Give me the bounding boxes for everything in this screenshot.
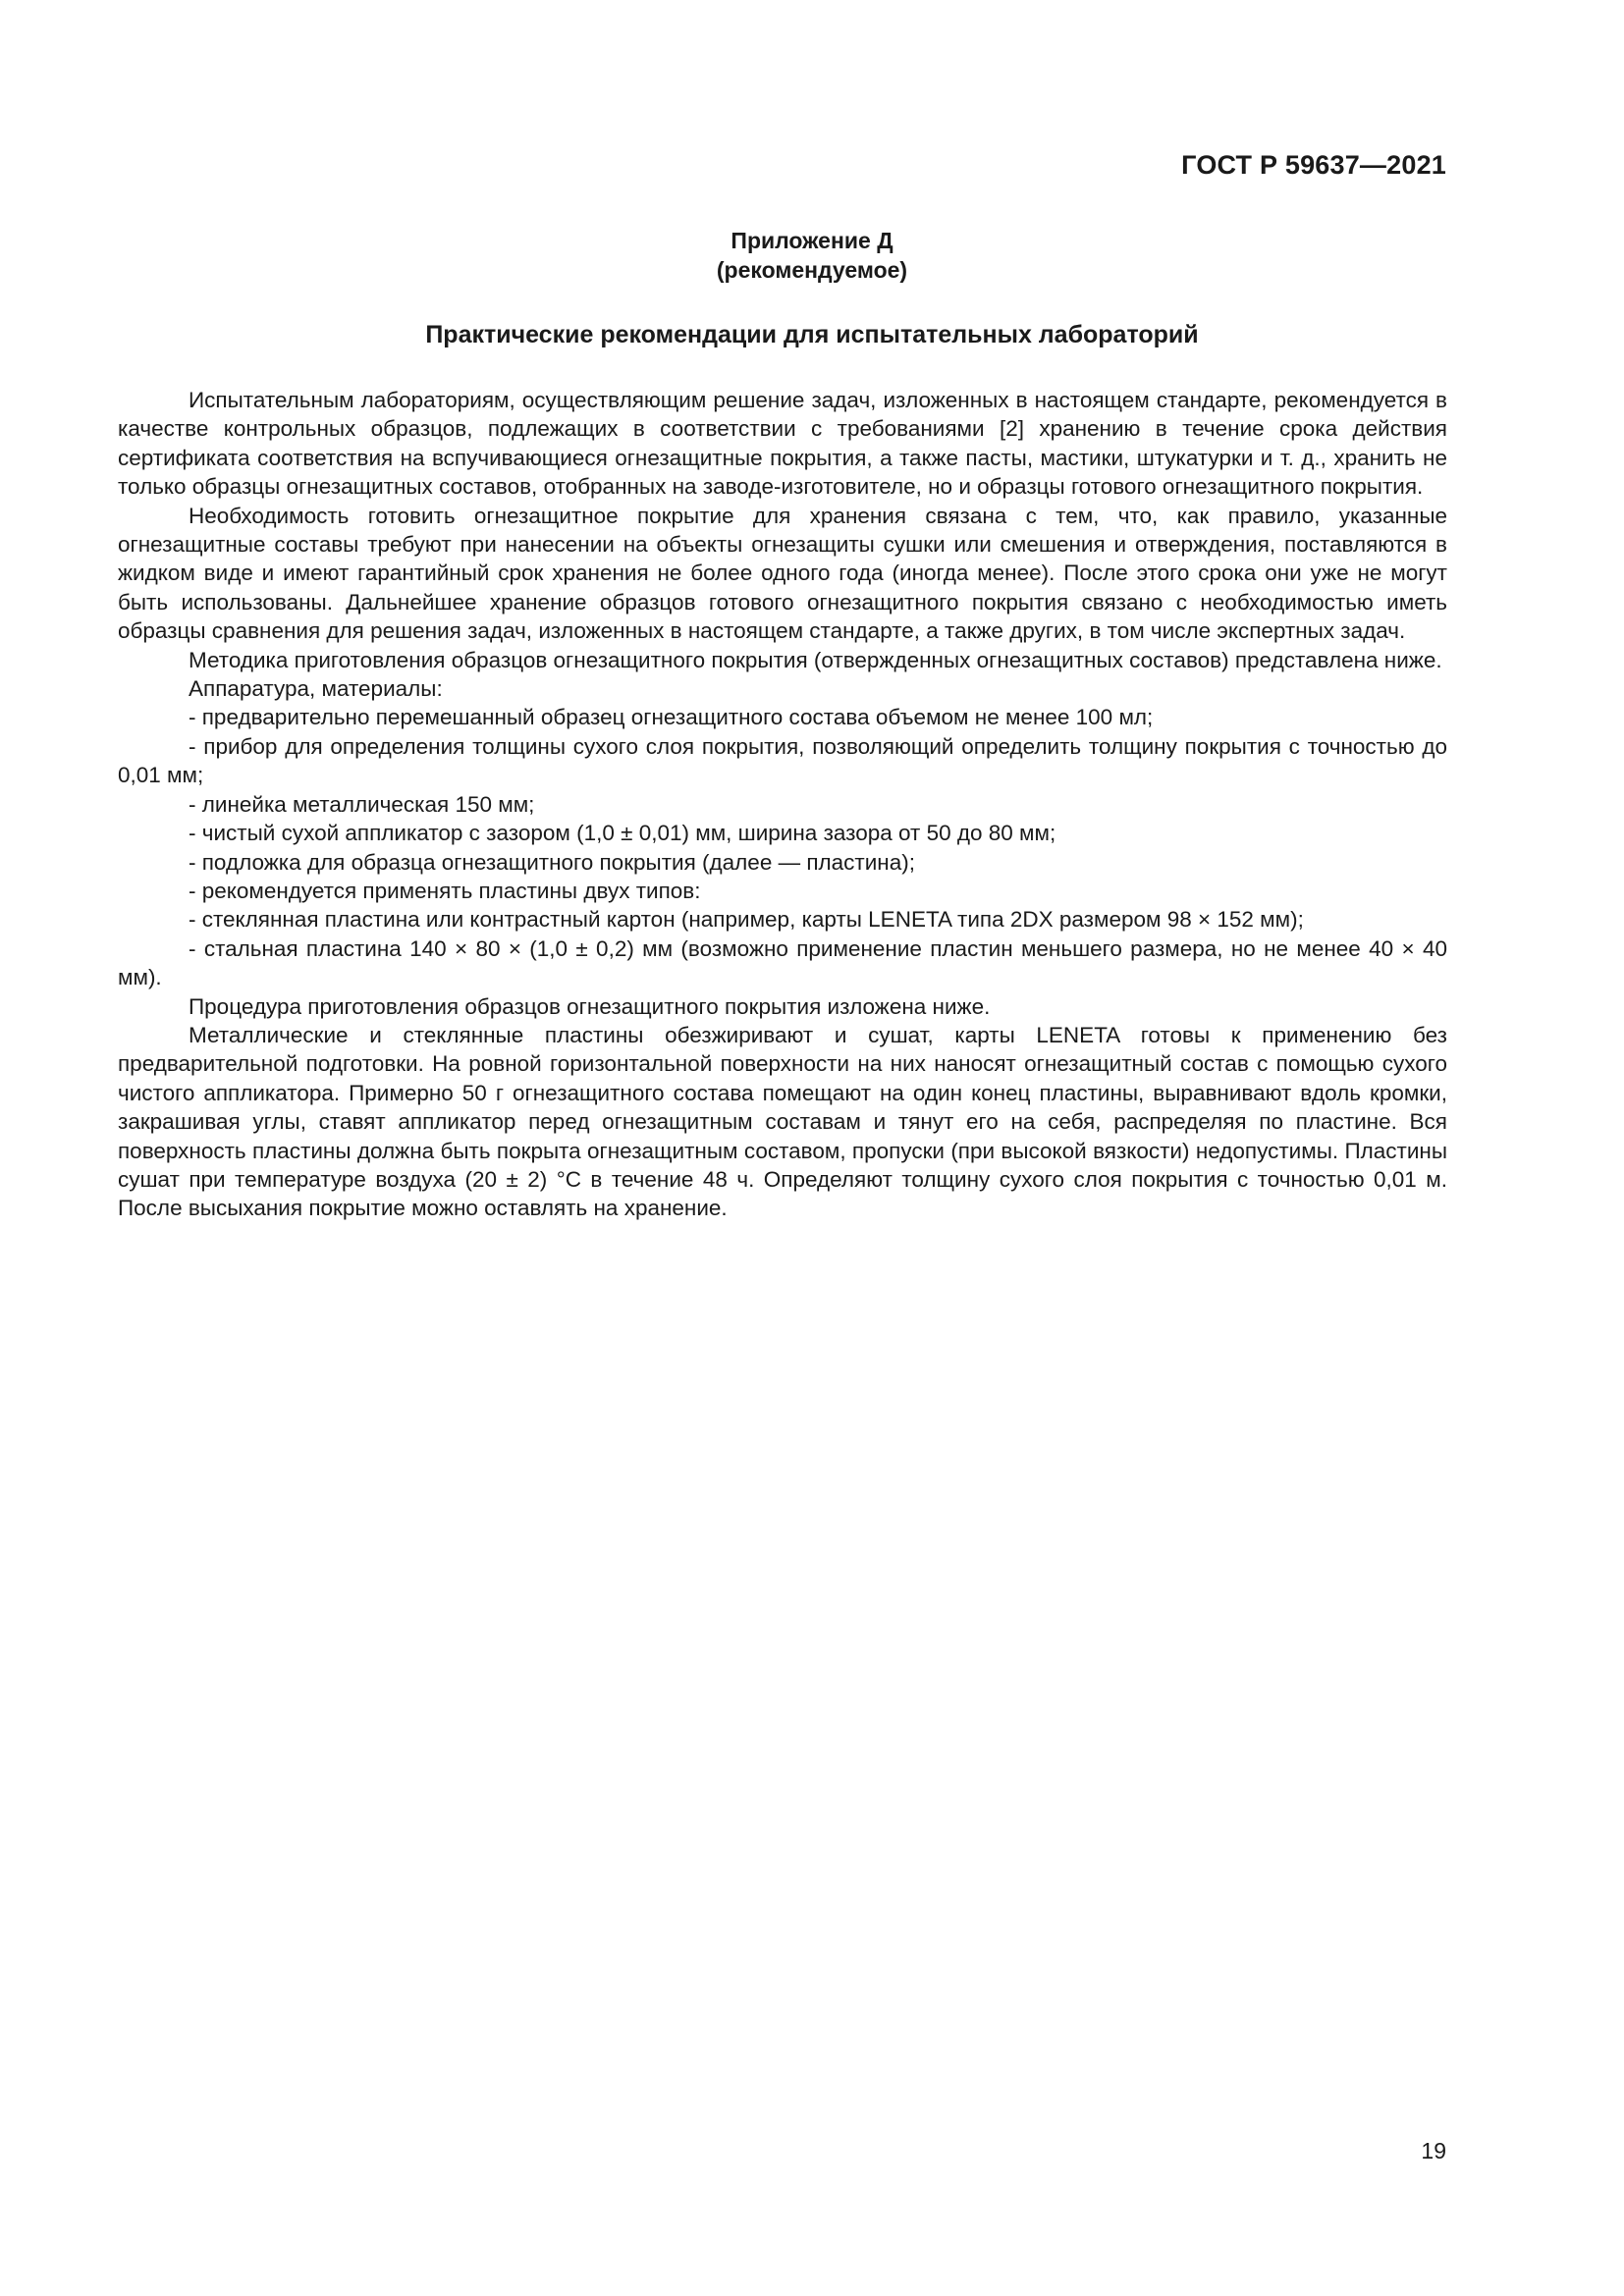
appendix-title: Приложение Д: [731, 228, 893, 253]
list-item: - стеклянная пластина или контрастный картон (например, карты LENETA типа 2DX размером 98 × 152 мм);: [189, 907, 1304, 933]
standard-number: ГОСТ Р 59637—2021: [1181, 150, 1446, 180]
paragraph-procedure: Металлические и стеклянные пластины обезжиривают и сушат, карты LENETA готовы к применению без предварительной подготовки. На ровной горизонтальной поверхности на них наносят огнезащитный состав с помощью сухого чистого аппликатора. Примерно 50 г огнезащитного состава помещают на один конец пластины, выравнивают вдоль кромки, закрашивая углы, ставят аппликатор перед огнезащитным составам и тянут его на себя, распределяя по пластине. Вся поверхность пластины должна быть покрыта огнезащитным составом, пропуски (при высокой вязкости) недопустимы. Пластины сушат при температуре воздуха (20 ± 2) °С в течение 48 ч. Определяют толщину сухого слоя покрытия с точностью 0,01 м. После высыхания покрытие можно оставлять на хранение.: [118, 1022, 1447, 1221]
paragraph-procedure-heading: Процедура приготовления образцов огнезащитного покрытия изложена ниже.: [189, 993, 991, 1019]
list-item: - подложка для образца огнезащитного покрытия (далее — пластина);: [189, 849, 915, 875]
paragraph-method: Методика приготовления образцов огнезащитного покрытия (отвержденных огнезащитных составов) представлена ниже.: [189, 647, 1442, 672]
body-text: [118, 386, 1447, 1223]
list-item: - стальная пластина 140 × 80 × (1,0 ± 0,2) мм (возможно применение пластин меньшего размера, но не менее 40 × 40 мм).: [118, 935, 1447, 990]
list-item: - предварительно перемешанный образец огнезащитного состава объемом не менее 100 мл;: [189, 705, 1154, 730]
appendix-type: (рекомендуемое): [716, 257, 908, 283]
page-number: 19: [1421, 2138, 1446, 2163]
list-item: - линейка металлическая 150 мм;: [189, 791, 535, 817]
paragraph-intro: Испытательным лабораториям, осуществляющим решение задач, изложенных в настоящем стандарте, рекомендуется в качестве контрольных образцов, подлежащих в соответствии с требованиями [2] хранению в течение срока действия сертификата соответствия на вспучивающиеся огнезащитные покрытия, а также пасты, мастики, штукатурки и т. д., хранить не только образцы огнезащитных составов, отобранных на заводе-изготовителе, но и образцы готового огнезащитного покрытия.: [118, 388, 1447, 500]
paragraph-necessity: Необходимость готовить огнезащитное покрытие для хранения связана с тем, что, как правило, указанные огнезащитные составы требуют при нанесении на объекты огнезащиты сушки или смешения и отверждения, поставляются в жидком виде и имеют гарантийный срок хранения не более одного года (иногда менее). После этого срока они уже не могут быть использованы. Дальнейшее хранение образцов готового огнезащитного покрытия связано с необходимостью иметь образцы сравнения для решения задач, изложенных в настоящем стандарте, а также других, в том числе экспертных задач.: [118, 503, 1447, 644]
list-item: - рекомендуется применять пластины двух типов:: [189, 878, 701, 903]
section-title: Практические рекомендации для испытательных лабораторий: [425, 321, 1199, 348]
paragraph-equipment-heading: Аппаратура, материалы:: [189, 676, 443, 702]
list-item: - чистый сухой аппликатор с зазором (1,0 ± 0,01) мм, ширина зазора от 50 до 80 мм;: [189, 821, 1056, 846]
list-item: - прибор для определения толщины сухого слоя покрытия, позволяющий определить толщину покрытия с точностью до 0,01 мм;: [118, 733, 1447, 788]
